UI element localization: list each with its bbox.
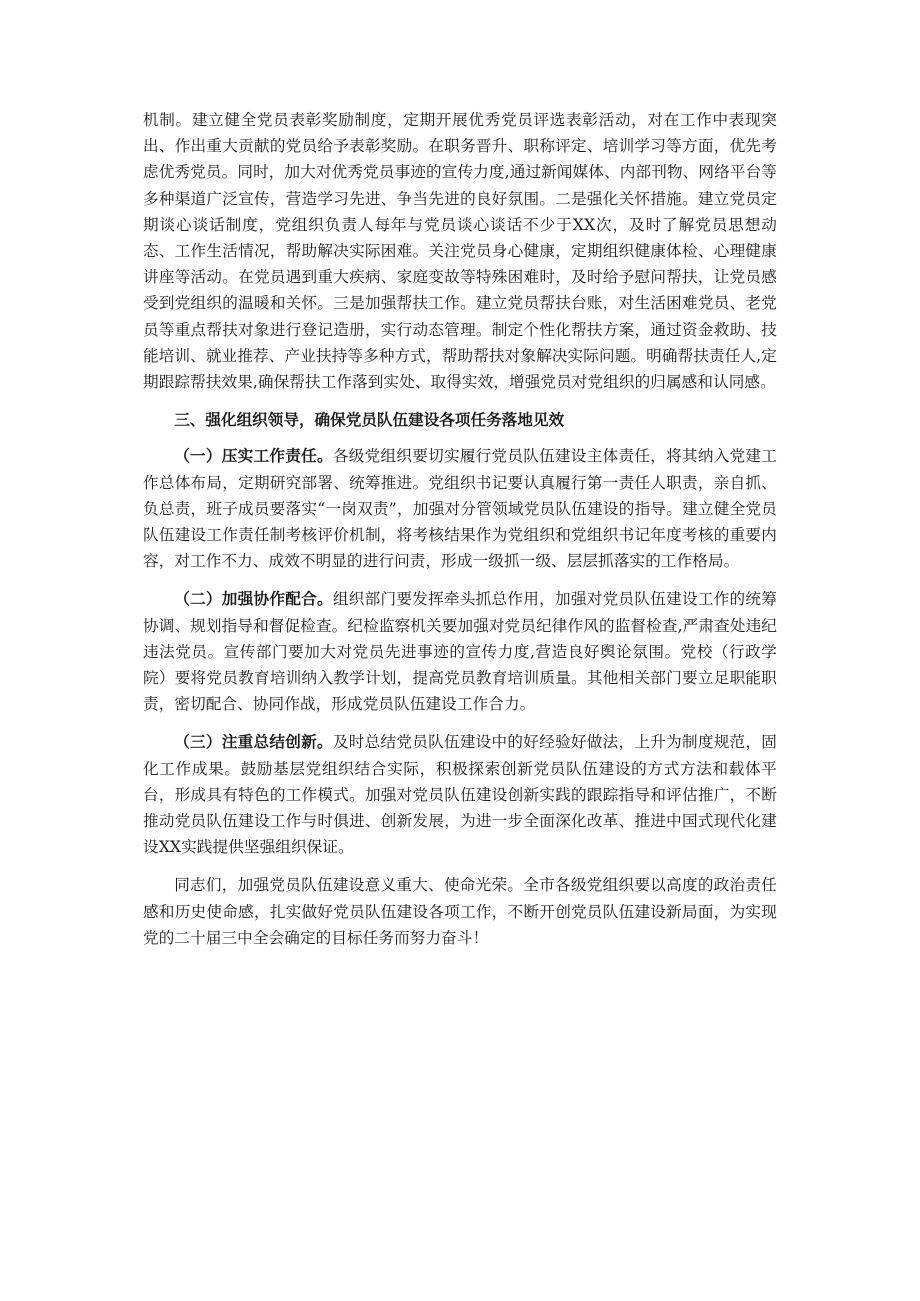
paragraph-subsection-3 bbox=[143, 729, 777, 860]
paragraph-closing bbox=[143, 872, 777, 951]
paragraph-text: 组织部门要发挥牵头抓总作用，加强对党员队伍建设工作的统筹协调、规划指导和督促检查。纪检监察机关要加强对党员纪律作风的监督检查,严肃查处违纪违法党员。宣传部门要加大对党员先进事迹的宣传力度,营造良好舆论氛围。党校（行政学院）要将党员教育培训纳入教学计划，提高党员教育培训质量。其他相关部门要立足职能职责，密切配合、协同作战，形成党员队伍建设工作合力。 bbox=[143, 590, 777, 714]
paragraph-continuation bbox=[143, 107, 777, 395]
subsection-lead: （二）加强协作配合。 bbox=[174, 589, 333, 609]
paragraph-text: 及时总结党员队伍建设中的好经验好做法，上升为制度规范，固化工作成果。鼓励基层党组织结合实际，积极探索创新党员队伍建设的方式方法和载体平台，形成具有特色的工作模式。加强对党员队伍建设创新实践的跟踪指导和评估推广，不断推动党员队伍建设工作与时俱进、创新发展，为进一步全面深化改革、推进中国式现代化建设XX实践提供坚强组织保证。 bbox=[143, 733, 777, 857]
paragraph-text: 各级党组织要切实履行党员队伍建设主体责任，将其纳入党建工作总体布局，定期研究部署、统筹推进。党组织书记要认真履行第一责任人职责，亲自抓、负总责，班子成员要落实“一岗双责”，加强对分管领域党员队伍建设的指导。建立健全党员队伍建设工作责任制考核评价机制，将考核结果作为党组织和党组织书记年度考核的重要内容，对工作不力、成效不明显的进行问责，形成一级抓一级、层层抓落实的工作格局。 bbox=[143, 447, 777, 571]
subsection-lead: （一）压实工作责任。 bbox=[174, 446, 333, 466]
document-body bbox=[143, 107, 777, 963]
subsection-lead: （三）注重总结创新。 bbox=[174, 732, 333, 752]
paragraph-text: 同志们，加强党员队伍建设意义重大、使命光荣。全市各级党组织要以高度的政治责任感和历史使命感，扎实做好党员队伍建设各项工作，不断开创党员队伍建设新局面，为实现党的二十届三中全会确定的目标任务而努力奋斗！ bbox=[143, 876, 777, 947]
section-heading: 三、强化组织领导，确保党员队伍建设各项任务落地见效 bbox=[174, 410, 565, 430]
paragraph-text: 机制。建立健全党员表彰奖励制度，定期开展优秀党员评选表彰活动，对在工作中表现突出、作出重大贡献的党员给予表彰奖励。在职务晋升、职称评定、培训学习等方面，优先考虑优秀党员。同时，加大对优秀党员事迹的宣传力度,通过新闻媒体、内部刊物、网络平台等多种渠道广泛宣传，营造学习先进、争当先进的良好氛围。二是强化关怀措施。建立党员定期谈心谈话制度，党组织负责人每年与党员谈心谈话不少于XX次，及时了解党员思想动态、工作生活情况，帮助解决实际困难。关注党员身心健康，定期组织健康体检、心理健康讲座等活动。在党员遇到重大疾病、家庭变故等特殊困难时，及时给予慰问帮扶，让党员感受到党组织的温暖和关怀。三是加强帮扶工作。建立党员帮扶台账，对生活困难党员、老党员等重点帮扶对象进行登记造册，实行动态管理。制定个性化帮扶方案，通过资金救助、技能培训、就业推荐、产业扶持等多种方式，帮助帮扶对象解决实际问题。明确帮扶责任人,定期跟踪帮扶效果,确保帮扶工作落到实处、取得实效，增强党员对党组织的归属感和认同感。 bbox=[143, 111, 777, 392]
paragraph-subsection-1 bbox=[143, 443, 777, 574]
paragraph-subsection-2 bbox=[143, 586, 777, 717]
